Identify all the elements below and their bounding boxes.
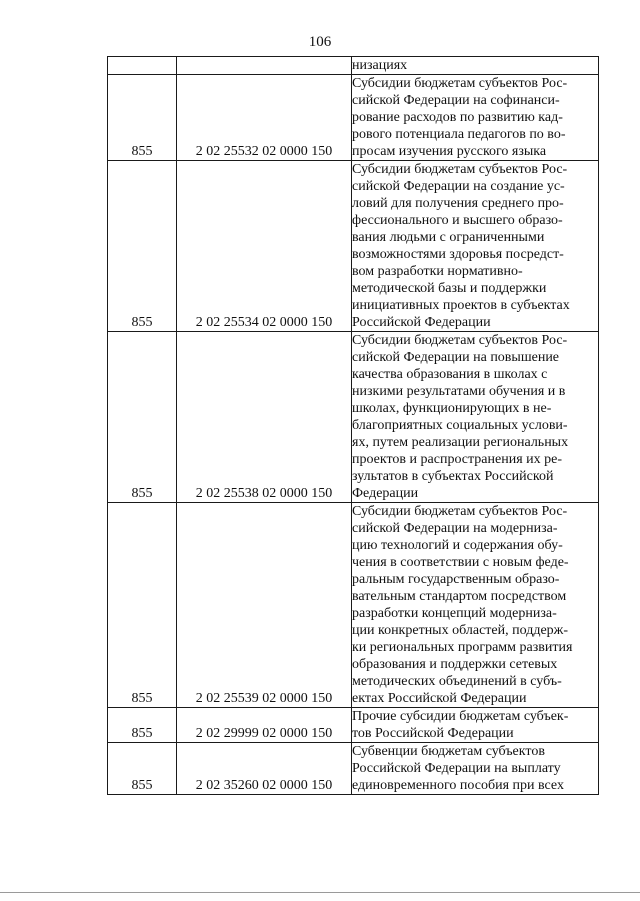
name-line: Субвенции бюджетам субъектов bbox=[352, 744, 545, 759]
name-line: благоприятных социальных услови- bbox=[352, 418, 568, 433]
income-name-cell bbox=[352, 161, 599, 332]
name-line: Российской Федерации на выплату bbox=[352, 761, 561, 776]
budget-code-cell: 2 02 35260 02 0000 150 bbox=[177, 743, 352, 795]
budget-classification-table bbox=[107, 56, 599, 795]
name-line: сийской Федерации на создание ус- bbox=[352, 179, 565, 194]
name-line: сийской Федерации на модерниза- bbox=[352, 521, 558, 536]
table-row bbox=[108, 161, 599, 332]
admin-code-cell: 855 bbox=[108, 503, 177, 708]
page-number: 106 bbox=[308, 34, 332, 50]
name-line: ральным государственным образо- bbox=[352, 572, 560, 587]
name-line: ях, путем реализации региональных bbox=[352, 435, 569, 450]
income-name-cell bbox=[352, 708, 599, 743]
budget-code-cell bbox=[177, 57, 352, 75]
budget-code-cell: 2 02 25534 02 0000 150 bbox=[177, 161, 352, 332]
table-row bbox=[108, 503, 599, 708]
admin-code-cell: 855 bbox=[108, 332, 177, 503]
admin-code-cell bbox=[108, 57, 177, 75]
table-row bbox=[108, 743, 599, 795]
admin-code-cell: 855 bbox=[108, 75, 177, 161]
name-line: Субсидии бюджетам субъектов Рос- bbox=[352, 333, 568, 348]
name-line: сийской Федерации на софинанси- bbox=[352, 93, 560, 108]
name-line: цию технологий и содержания обу- bbox=[352, 538, 563, 553]
name-line: тов Российской Федерации bbox=[352, 726, 514, 741]
name-line: методической базы и поддержки bbox=[352, 281, 547, 296]
page-bottom-rule bbox=[0, 892, 640, 893]
table-row bbox=[108, 57, 599, 75]
table-row bbox=[108, 75, 599, 161]
admin-code-cell: 855 bbox=[108, 743, 177, 795]
name-line: разработки концепций модерниза- bbox=[352, 606, 557, 621]
name-line: сийской Федерации на повышение bbox=[352, 350, 560, 365]
name-line: ектах Российской Федерации bbox=[352, 691, 527, 706]
name-line: вательным стандартом посредством bbox=[352, 589, 567, 604]
name-line: ки региональных программ развития bbox=[352, 640, 573, 655]
name-line: рового потенциала педагогов по во- bbox=[352, 127, 566, 142]
name-line: качества образования в школах с bbox=[352, 367, 548, 382]
income-name-cell bbox=[352, 503, 599, 708]
income-name-cell bbox=[352, 57, 599, 75]
name-line: низациях bbox=[352, 58, 408, 73]
name-line: фессионального и высшего образо- bbox=[352, 213, 563, 228]
name-line: инициативных проектов в субъектах bbox=[352, 298, 570, 313]
table-row bbox=[108, 708, 599, 743]
name-line: ловий для получения среднего про- bbox=[352, 196, 564, 211]
name-line: проектов и распространения их ре- bbox=[352, 452, 563, 467]
income-name-cell bbox=[352, 75, 599, 161]
income-name-cell bbox=[352, 743, 599, 795]
name-line: рование расходов по развитию кад- bbox=[352, 110, 563, 125]
admin-code-cell: 855 bbox=[108, 708, 177, 743]
name-line: Российской Федерации bbox=[352, 315, 491, 330]
name-line: Прочие субсидии бюджетам субъек- bbox=[352, 709, 569, 724]
name-line: просам изучения русского языка bbox=[352, 144, 547, 159]
name-line: Субсидии бюджетам субъектов Рос- bbox=[352, 76, 568, 91]
name-line: образования и поддержки сетевых bbox=[352, 657, 558, 672]
name-line: возможностями здоровья посредст- bbox=[352, 247, 564, 262]
admin-code-cell: 855 bbox=[108, 161, 177, 332]
name-line: низкими результатами обучения и в bbox=[352, 384, 566, 399]
name-line: зультатов в субъектах Российской bbox=[352, 469, 554, 484]
name-line: вания людьми с ограниченными bbox=[352, 230, 545, 245]
name-line: чения в соответствии с новым феде- bbox=[352, 555, 569, 570]
name-line: методических объединений в субъ- bbox=[352, 674, 562, 689]
budget-code-cell: 2 02 25532 02 0000 150 bbox=[177, 75, 352, 161]
budget-code-cell: 2 02 29999 02 0000 150 bbox=[177, 708, 352, 743]
name-line: Федерации bbox=[352, 486, 419, 501]
name-line: ции конкретных областей, поддерж- bbox=[352, 623, 568, 638]
income-name-cell bbox=[352, 332, 599, 503]
name-line: школах, функционирующих в не- bbox=[352, 401, 552, 416]
name-line: Субсидии бюджетам субъектов Рос- bbox=[352, 504, 568, 519]
name-line: Субсидии бюджетам субъектов Рос- bbox=[352, 162, 568, 177]
name-line: единовременного пособия при всех bbox=[352, 778, 564, 793]
table-row bbox=[108, 332, 599, 503]
budget-code-cell: 2 02 25539 02 0000 150 bbox=[177, 503, 352, 708]
budget-code-cell: 2 02 25538 02 0000 150 bbox=[177, 332, 352, 503]
name-line: вом разработки нормативно- bbox=[352, 264, 523, 279]
